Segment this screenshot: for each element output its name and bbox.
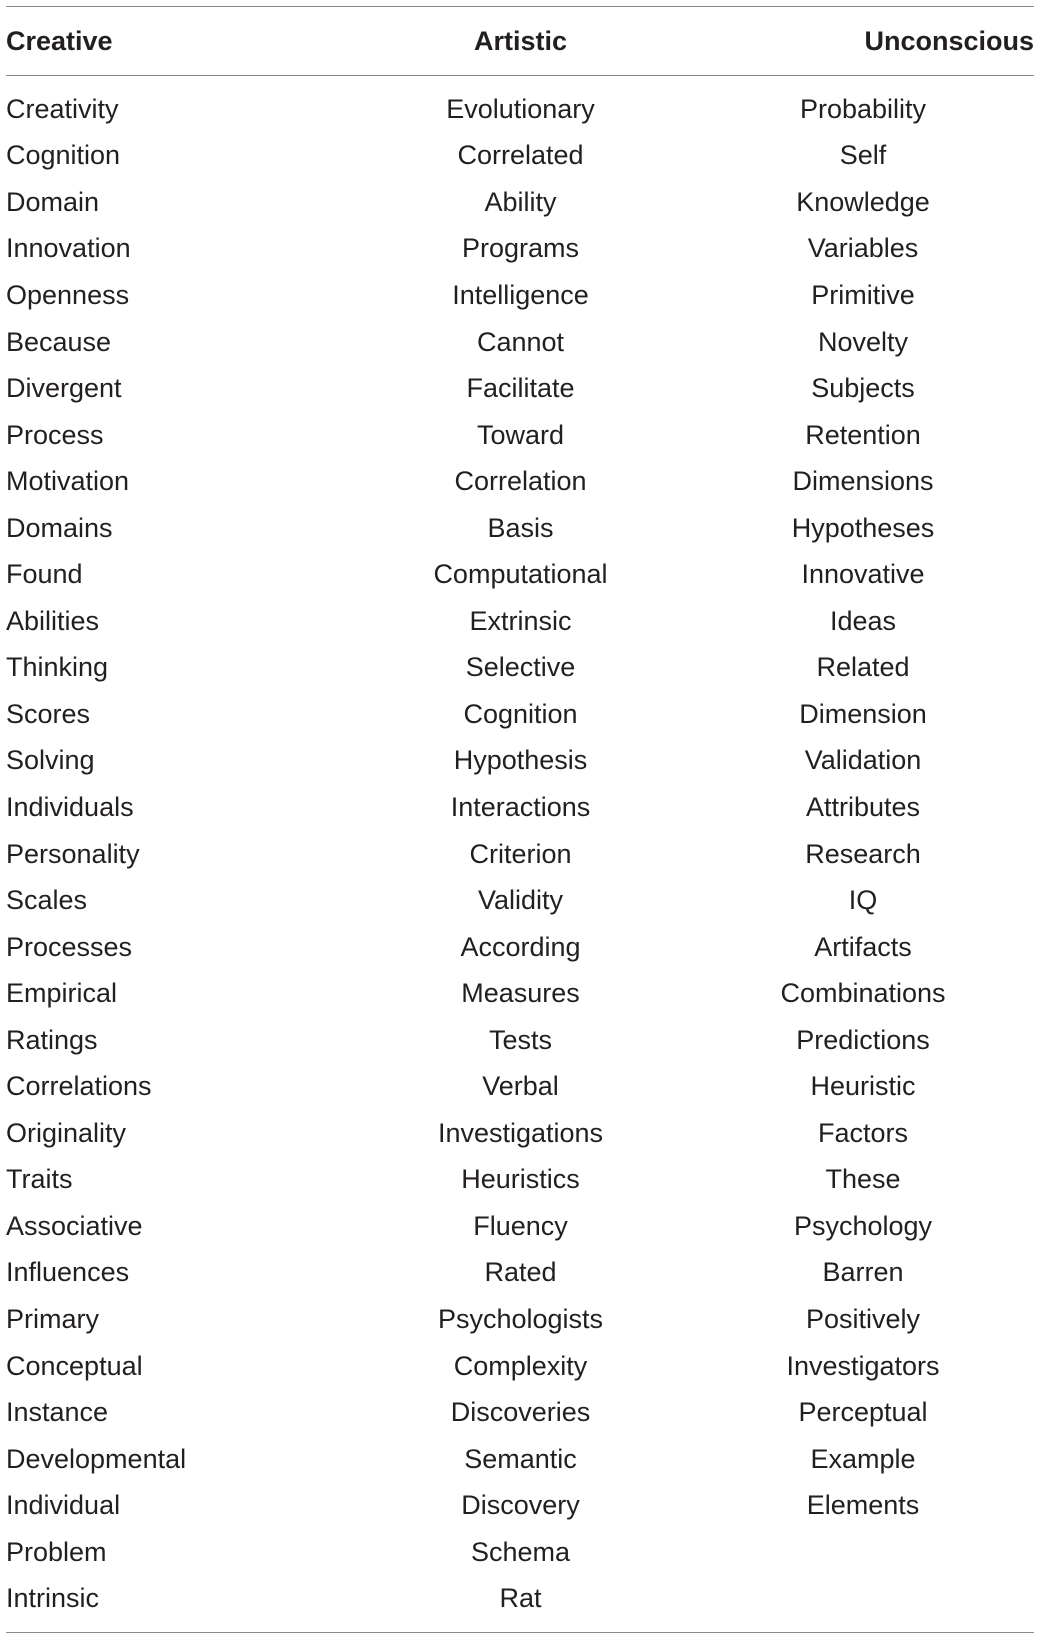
table-row	[6, 738, 1034, 785]
unconscious-cell: Hypotheses	[791, 512, 935, 543]
artistic-cell: Evolutionary	[446, 93, 595, 124]
artistic-cell: Validity	[477, 885, 564, 916]
artistic-cell: Basis	[487, 512, 554, 543]
artistic-cell: Cannot	[476, 326, 565, 357]
artistic-cell: Verbal	[482, 1071, 559, 1102]
artistic-cell: Intelligence	[452, 279, 589, 310]
unconscious-cell: Primitive	[811, 279, 915, 310]
creative-cell: Individual	[6, 1490, 121, 1521]
creative-cell: Processes	[6, 931, 133, 962]
creative-cell: Cognition	[6, 140, 121, 171]
table-row	[6, 1296, 1034, 1343]
table-row	[6, 691, 1034, 738]
table-row	[6, 272, 1034, 319]
table-row	[6, 645, 1034, 692]
table-row	[6, 412, 1034, 459]
creative-cell: Conceptual	[6, 1350, 143, 1381]
artistic-cell: Computational	[433, 559, 608, 590]
spacer-row	[6, 76, 1034, 87]
table-row	[6, 1482, 1034, 1529]
table-row	[6, 179, 1034, 226]
unconscious-cell: Artifacts	[814, 931, 912, 962]
creative-cell: Ratings	[6, 1024, 98, 1055]
table-row	[6, 1436, 1034, 1483]
bottom-rule	[6, 1632, 1034, 1633]
artistic-cell: Rated	[484, 1257, 557, 1288]
table-row	[6, 1063, 1034, 1110]
artistic-cell: According	[460, 931, 581, 962]
artistic-cell: Fluency	[473, 1210, 568, 1241]
creative-cell: Scales	[6, 885, 88, 916]
creative-cell: Traits	[6, 1164, 73, 1195]
column-header-creative: Creative	[6, 25, 113, 56]
artistic-cell: Measures	[461, 978, 580, 1009]
unconscious-cell: These	[825, 1164, 901, 1195]
creative-cell: Creativity	[6, 93, 119, 124]
creative-cell: Scores	[6, 698, 91, 729]
unconscious-cell: Research	[805, 838, 921, 869]
unconscious-cell: Factors	[817, 1117, 909, 1148]
unconscious-cell: Retention	[805, 419, 921, 450]
table-row	[6, 1203, 1034, 1250]
unconscious-cell: Ideas	[829, 605, 897, 636]
artistic-cell: Investigations	[437, 1117, 604, 1148]
unconscious-cell: Self	[839, 140, 887, 171]
creative-cell: Individuals	[6, 791, 134, 822]
artistic-cell: Ability	[484, 186, 557, 217]
unconscious-cell: Predictions	[796, 1024, 930, 1055]
creative-cell: Divergent	[6, 373, 122, 404]
table-header	[6, 7, 1034, 76]
table-row	[6, 1157, 1034, 1204]
table-row	[6, 365, 1034, 412]
artistic-cell: Discovery	[461, 1490, 580, 1521]
artistic-cell: Psychologists	[437, 1303, 604, 1334]
creative-cell: Because	[6, 326, 112, 357]
table-row	[6, 551, 1034, 598]
word-table	[6, 7, 1034, 1632]
artistic-cell: Programs	[461, 233, 580, 264]
creative-cell: Instance	[6, 1397, 109, 1428]
unconscious-cell: Knowledge	[796, 186, 930, 217]
unconscious-cell: Dimension	[799, 698, 927, 729]
header-row	[6, 7, 1034, 76]
column-header-unconscious: Unconscious	[864, 25, 1034, 56]
artistic-cell: Complexity	[453, 1350, 588, 1381]
creative-cell: Abilities	[6, 605, 100, 636]
artistic-cell: Semantic	[464, 1443, 577, 1474]
table-body	[6, 76, 1034, 1633]
artistic-cell: Facilitate	[466, 373, 575, 404]
artistic-cell: Correlation	[454, 466, 587, 497]
unconscious-cell: Innovative	[801, 559, 925, 590]
creative-cell: Solving	[6, 745, 95, 776]
artistic-cell: Tests	[488, 1024, 553, 1055]
table-row	[6, 1576, 1034, 1623]
unconscious-cell: Investigators	[786, 1350, 940, 1381]
table-row	[6, 831, 1034, 878]
artistic-cell: Cognition	[463, 698, 578, 729]
unconscious-cell: Heuristic	[810, 1071, 916, 1102]
word-table-container	[6, 6, 1034, 1633]
spacer-row	[6, 1622, 1034, 1632]
creative-cell: Intrinsic	[6, 1583, 100, 1614]
creative-cell: Domains	[6, 512, 113, 543]
artistic-cell: Schema	[470, 1536, 571, 1567]
creative-cell: Influences	[6, 1257, 130, 1288]
creative-cell: Associative	[6, 1210, 143, 1241]
creative-cell: Originality	[6, 1117, 127, 1148]
unconscious-cell: Positively	[805, 1303, 921, 1334]
table-row	[6, 1110, 1034, 1157]
unconscious-cell: Novelty	[817, 326, 909, 357]
creative-cell: Primary	[6, 1303, 99, 1334]
table-row	[6, 133, 1034, 180]
table-row	[6, 970, 1034, 1017]
column-header-artistic: Artistic	[473, 25, 568, 56]
table-row	[6, 319, 1034, 366]
creative-cell: Openness	[6, 279, 130, 310]
artistic-cell: Heuristics	[461, 1164, 580, 1195]
unconscious-cell	[692, 1529, 1034, 1576]
unconscious-cell: Probability	[799, 93, 927, 124]
unconscious-cell	[692, 1576, 1034, 1623]
table-row	[6, 86, 1034, 133]
unconscious-cell: Related	[816, 652, 910, 683]
table-row	[6, 877, 1034, 924]
creative-cell: Empirical	[6, 978, 118, 1009]
unconscious-cell: Psychology	[793, 1210, 933, 1241]
artistic-cell: Toward	[476, 419, 565, 450]
table-row	[6, 1250, 1034, 1297]
unconscious-cell: Validation	[804, 745, 922, 776]
unconscious-cell: Subjects	[811, 373, 915, 404]
creative-cell: Thinking	[6, 652, 109, 683]
unconscious-cell: IQ	[848, 885, 878, 916]
creative-cell: Problem	[6, 1536, 107, 1567]
creative-cell: Personality	[6, 838, 140, 869]
creative-cell: Found	[6, 559, 83, 590]
table-row	[6, 1017, 1034, 1064]
table-row	[6, 458, 1034, 505]
unconscious-cell: Perceptual	[798, 1397, 928, 1428]
unconscious-cell: Dimensions	[792, 466, 934, 497]
unconscious-cell: Attributes	[805, 791, 921, 822]
creative-cell: Process	[6, 419, 104, 450]
table-row	[6, 924, 1034, 971]
artistic-cell: Interactions	[450, 791, 591, 822]
unconscious-cell: Barren	[822, 1257, 904, 1288]
artistic-cell: Correlated	[457, 140, 584, 171]
creative-cell: Motivation	[6, 466, 130, 497]
table-row	[6, 226, 1034, 273]
table-row	[6, 598, 1034, 645]
creative-cell: Domain	[6, 186, 100, 217]
artistic-cell: Selective	[465, 652, 576, 683]
unconscious-cell: Elements	[806, 1490, 920, 1521]
creative-cell: Correlations	[6, 1071, 152, 1102]
table-row	[6, 1343, 1034, 1390]
table-row	[6, 784, 1034, 831]
unconscious-cell: Variables	[807, 233, 919, 264]
artistic-cell: Hypothesis	[453, 745, 588, 776]
table-row	[6, 1529, 1034, 1576]
artistic-cell: Discoveries	[450, 1397, 591, 1428]
creative-cell: Innovation	[6, 233, 131, 264]
creative-cell: Developmental	[6, 1443, 187, 1474]
unconscious-cell: Example	[810, 1443, 916, 1474]
artistic-cell: Criterion	[469, 838, 572, 869]
unconscious-cell: Combinations	[780, 978, 946, 1009]
table-row	[6, 1389, 1034, 1436]
table-row	[6, 505, 1034, 552]
artistic-cell: Extrinsic	[469, 605, 572, 636]
artistic-cell: Rat	[499, 1583, 542, 1614]
